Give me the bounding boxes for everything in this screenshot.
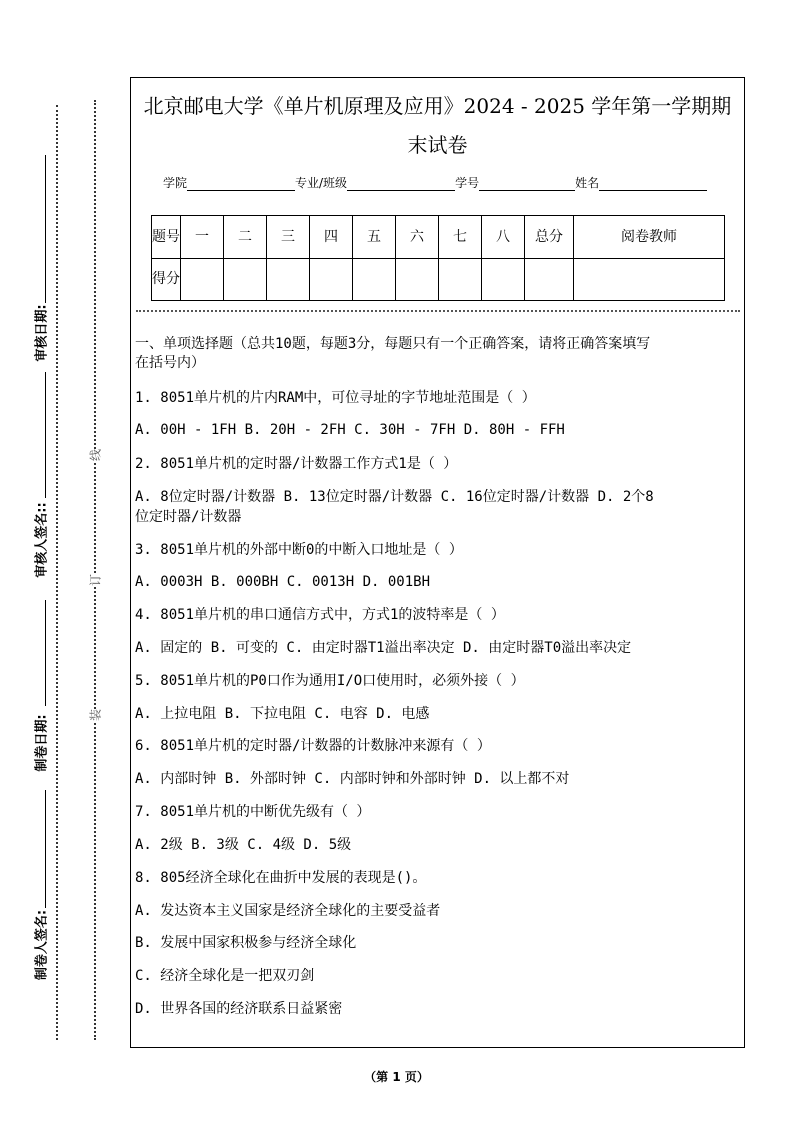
question: 3. 8051单片机的外部中断0的中断入口地址是（ ）: [135, 542, 463, 558]
question: 2. 8051单片机的定时器/计数器工作方式1是（ ）: [135, 456, 458, 472]
answer-options: A. 上拉电阻 B. 下拉电阻 C. 电容 D. 电感: [135, 706, 430, 722]
section-heading: 一、单项选择题（总共10题，每题3分，每题只有一个正确答案，请将正确答案填写: [135, 336, 651, 352]
student-id-label: 学号: [455, 176, 480, 190]
exam-title: 北京邮电大学《单片机原理及应用》2024 - 2025 学年第一学期期: [143, 94, 732, 118]
score-cell[interactable]: [396, 258, 439, 301]
question: 4. 8051单片机的串口通信方式中，方式1的波特率是（ ）: [135, 607, 505, 623]
score-cell[interactable]: [310, 258, 353, 301]
name-label: 姓名: [575, 176, 600, 190]
binding-mark: 线: [88, 448, 103, 462]
header-cell: 三: [267, 216, 310, 259]
section-heading-cont: 在括号内）: [135, 355, 205, 371]
score-cell[interactable]: [525, 258, 574, 301]
answer-options: A. 0003H B. 000BH C. 0013H D. 001BH: [135, 574, 431, 590]
student-info: [163, 174, 707, 191]
signature-line: [45, 600, 46, 706]
answer-options: A. 00H - 1FH B. 20H - 2FH C. 30H - 7FH D. 80H - FFH: [135, 422, 565, 438]
question: 5. 8051单片机的P0口作为通用I/O口使用时，必须外接（ ）: [135, 673, 525, 689]
answer-options: A. 2级 B. 3级 C. 4级 D. 5级: [135, 837, 352, 853]
binding-mark: 订: [88, 573, 103, 587]
row-label: 得分: [152, 258, 181, 301]
binding-line: [94, 100, 96, 1040]
answer-options: D. 世界各国的经济联系日益紧密: [135, 1001, 343, 1017]
major-field[interactable]: [347, 178, 455, 191]
exam-title-cont: 末试卷: [407, 133, 468, 157]
header-cell: 总分: [525, 216, 574, 259]
score-table: [151, 215, 725, 301]
score-cell[interactable]: [181, 258, 224, 301]
score-cell[interactable]: [353, 258, 396, 301]
review-date-label: 审核日期:: [34, 304, 50, 362]
make-date-label: 制卷日期:: [34, 714, 50, 772]
header-cell: 题号: [152, 216, 181, 259]
reviewer-sign-label: 审核人签名::: [34, 502, 50, 578]
question: 1. 8051单片机的片内RAM中，可位寻址的字节地址范围是（ ）: [135, 390, 536, 406]
header-cell: 阅卷教师: [574, 216, 725, 259]
signature-line: [45, 372, 46, 498]
score-cell[interactable]: [267, 258, 310, 301]
header-cell: 二: [224, 216, 267, 259]
header-cell: 六: [396, 216, 439, 259]
question: 6. 8051单片机的定时器/计数器的计数脉冲来源有（ ）: [135, 738, 491, 754]
maker-sign-label: 制卷人签名:: [34, 909, 50, 981]
question: 7. 8051单片机的中断优先级有（ ）: [135, 804, 371, 820]
answer-options: A. 8位定时器/计数器 B. 13位定时器/计数器 C. 16位定时器/计数器 D. 2个8: [135, 489, 654, 505]
student-id-field[interactable]: [479, 178, 575, 191]
header-cell: 四: [310, 216, 353, 259]
signature-line: [45, 790, 46, 908]
major-label: 专业/班级: [295, 176, 348, 190]
binding-mark: 装: [88, 708, 103, 722]
divider: [136, 310, 740, 312]
answer-options: 位定时器/计数器: [135, 509, 242, 525]
score-cell[interactable]: [574, 258, 725, 301]
answer-options: A. 内部时钟 B. 外部时钟 C. 内部时钟和外部时钟 D. 以上都不对: [135, 771, 570, 787]
answer-options: A. 发达资本主义国家是经济全球化的主要受益者: [135, 903, 441, 919]
header-cell: 七: [439, 216, 482, 259]
college-field[interactable]: [187, 178, 295, 191]
page-number: （第 1 页）: [364, 1070, 429, 1084]
college-label: 学院: [163, 176, 188, 190]
score-cell[interactable]: [482, 258, 525, 301]
header-cell: 八: [482, 216, 525, 259]
question: 8. 805经济全球化在曲折中发展的表现是()。: [135, 870, 427, 886]
answer-options: C. 经济全球化是一把双刃剑: [135, 968, 315, 984]
dotted-line: [56, 105, 58, 1040]
score-cell[interactable]: [439, 258, 482, 301]
score-cell[interactable]: [224, 258, 267, 301]
answer-options: B. 发展中国家积极参与经济全球化: [135, 935, 357, 951]
signature-line: [45, 155, 46, 303]
header-cell: 五: [353, 216, 396, 259]
header-cell: 一: [181, 216, 224, 259]
name-field[interactable]: [599, 178, 707, 191]
answer-options: A. 固定的 B. 可变的 C. 由定时器T1溢出率决定 D. 由定时器T0溢出率决定: [135, 640, 632, 656]
